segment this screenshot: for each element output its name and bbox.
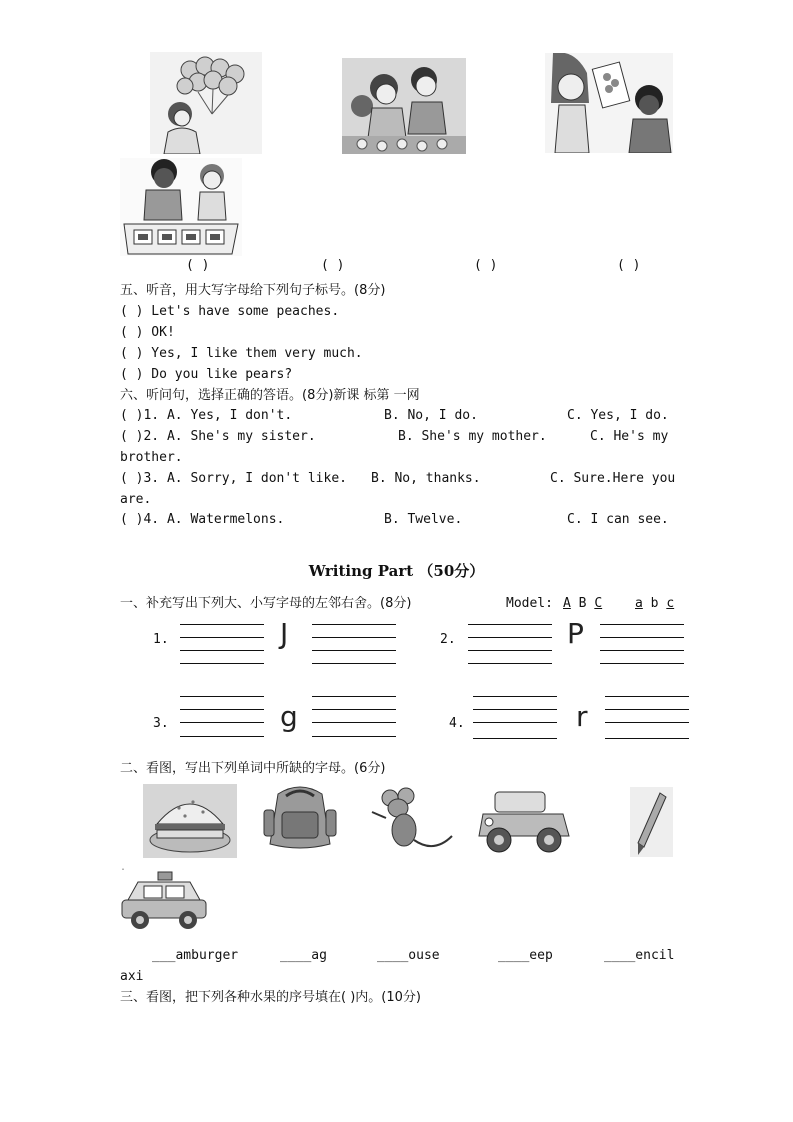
letter-item-1-letter: J [280,617,289,650]
q3-option-b: B. No, thanks. [371,471,481,486]
word-hamburger-blank[interactable]: ___amburger [152,948,239,963]
pencil-picture [630,787,673,857]
section5-item-1: ( ) Let's have some peaches. [120,304,340,319]
model-uppercase: A B C [563,596,603,611]
q3-continuation: are. [120,492,152,507]
section5-heading: 五、听音，用大写字母给下列句子标号。(8分) [120,283,386,298]
answer-paren-4[interactable]: ( ) [617,258,641,273]
answer-paren-3[interactable]: ( ) [474,258,498,273]
word-jeep-blank[interactable]: ____eep [498,948,553,963]
q4-option-b: B. Twelve. [384,512,463,527]
answer-paren-1[interactable]: ( ) [186,258,210,273]
writing-section2-heading: 二、看图，写出下列单词中所缺的字母。(6分) [120,761,386,776]
word-pencil-blank[interactable]: ____encil [604,948,675,963]
boy-and-girl-with-cards-picture [120,158,242,256]
answer-paren-2[interactable]: ( ) [321,258,345,273]
section5-item-3: ( ) Yes, I like them very much. [120,346,363,361]
q1-option-b: B. No, I do. [384,408,478,423]
writing-section3-heading: 三、看图，把下列各种水果的序号填在( )内。(10分) [120,990,421,1005]
hamburger-picture [143,784,237,858]
q1-option-c: C. Yes, I do. [567,408,669,423]
letter-item-2-letter: P [567,617,584,650]
word-bag-blank[interactable]: ____ag [280,948,327,963]
letter-item-4-letter: r [576,700,588,733]
q2-continuation: brother. [120,450,183,465]
section5-item-4: ( ) Do you like pears? [120,367,293,382]
mouse-picture [368,784,456,854]
section6-heading: 六、听问句，选择正确的答语。(8分)新课 标第 一网 [120,388,420,403]
q2-option-b: B. She's my mother. [398,429,547,444]
q4-option-a: ( )4. A. Watermelons. [120,512,285,527]
q3-option-c: C. Sure.Here you [550,471,676,486]
q3-option-a: ( )3. A. Sorry, I don't like. [120,471,347,486]
taxi-picture [120,870,208,934]
q1-option-a: ( )1. A. Yes, I don't. [120,408,293,423]
children-at-table-picture [342,58,466,154]
word-mouse-blank[interactable]: ____ouse [377,948,440,963]
writing-part-title: Writing Part （50分） [308,562,485,580]
girl-and-boy-with-picture [545,53,673,153]
letter-item-4-number: 4. [449,716,465,731]
bag-picture [260,784,340,850]
writing-section1-heading: 一、补充写出下列大、小写字母的左邻右舍。(8分) [120,596,412,611]
letter-item-1-number: 1. [153,632,169,647]
q2-option-c: C. He's my [590,429,669,444]
q4-option-c: C. I can see. [567,512,669,527]
jeep-picture [475,786,575,856]
letter-item-2-number: 2. [440,632,456,647]
letter-item-3-letter: g [280,700,298,733]
model-label: Model: [506,596,553,611]
word-taxi-blank[interactable]: axi [120,969,144,984]
letter-item-3-number: 3. [153,716,169,731]
q2-option-a: ( )2. A. She's my sister. [120,429,316,444]
model-lowercase: a b c [635,596,675,611]
girl-with-balloons-picture [150,52,262,154]
section5-item-2: ( ) OK! [120,325,175,340]
